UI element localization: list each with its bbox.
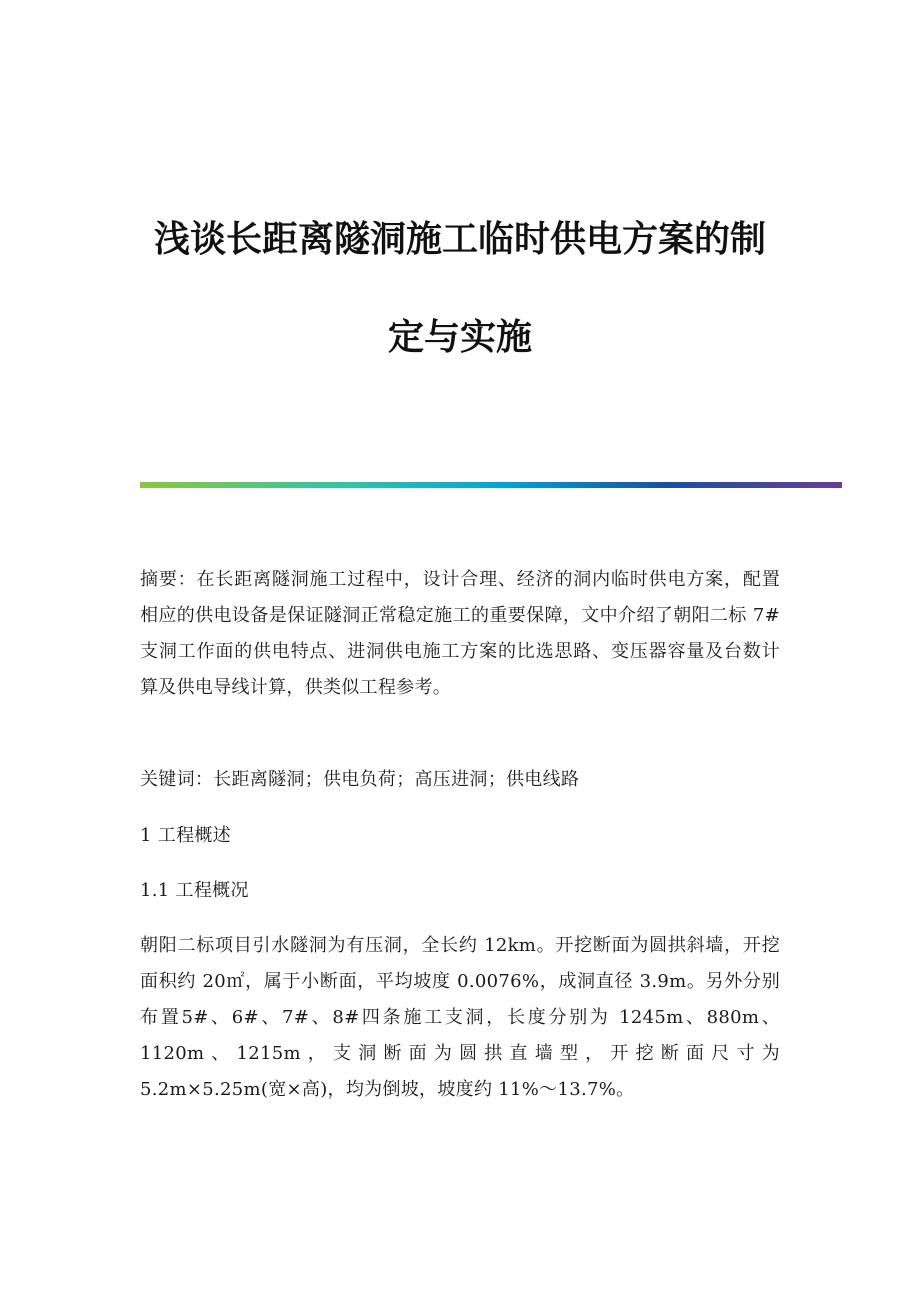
section-heading-1-1: 1.1 工程概况 [140,880,249,901]
section-heading-1: 1 工程概述 [140,825,231,846]
keywords-line: 关键词：长距离隧洞；供电负荷；高压进洞；供电线路 [140,769,580,790]
document-title-line-1: 浅谈长距离隧洞施工临时供电方案的制 [153,219,766,260]
abstract-paragraph: 摘要：在长距离隧洞施工过程中，设计合理、经济的洞内临时供电方案，配置相应的供电设备是保证隧洞正常稳定施工的重要保障，文中介绍了朝阳二标 7#支洞工作面的供电特点、进洞供电施工方案的比选思路、变压器容量及台数计算及供电导线计算，供类似工程参考。 [140,569,780,698]
body-paragraph: 朝阳二标项目引水隧洞为有压洞，全长约 12km。开挖断面为圆拱斜墙，开挖面积约 20㎡，属于小断面，平均坡度 0.0076%，成洞直径 3.9m。另外分别布置5#、6#、7#、8#四条施工支洞，长度分别为 1245m、880m、1120m、1215m，支洞断面为圆拱直墙型，开挖断面尺寸为 5.2m×5.25m(宽×高)，均为倒坡，坡度约 11%～13.7%。 [140,935,780,1100]
gradient-divider [140,482,842,488]
document-title-line-2: 定与实施 [387,317,532,358]
